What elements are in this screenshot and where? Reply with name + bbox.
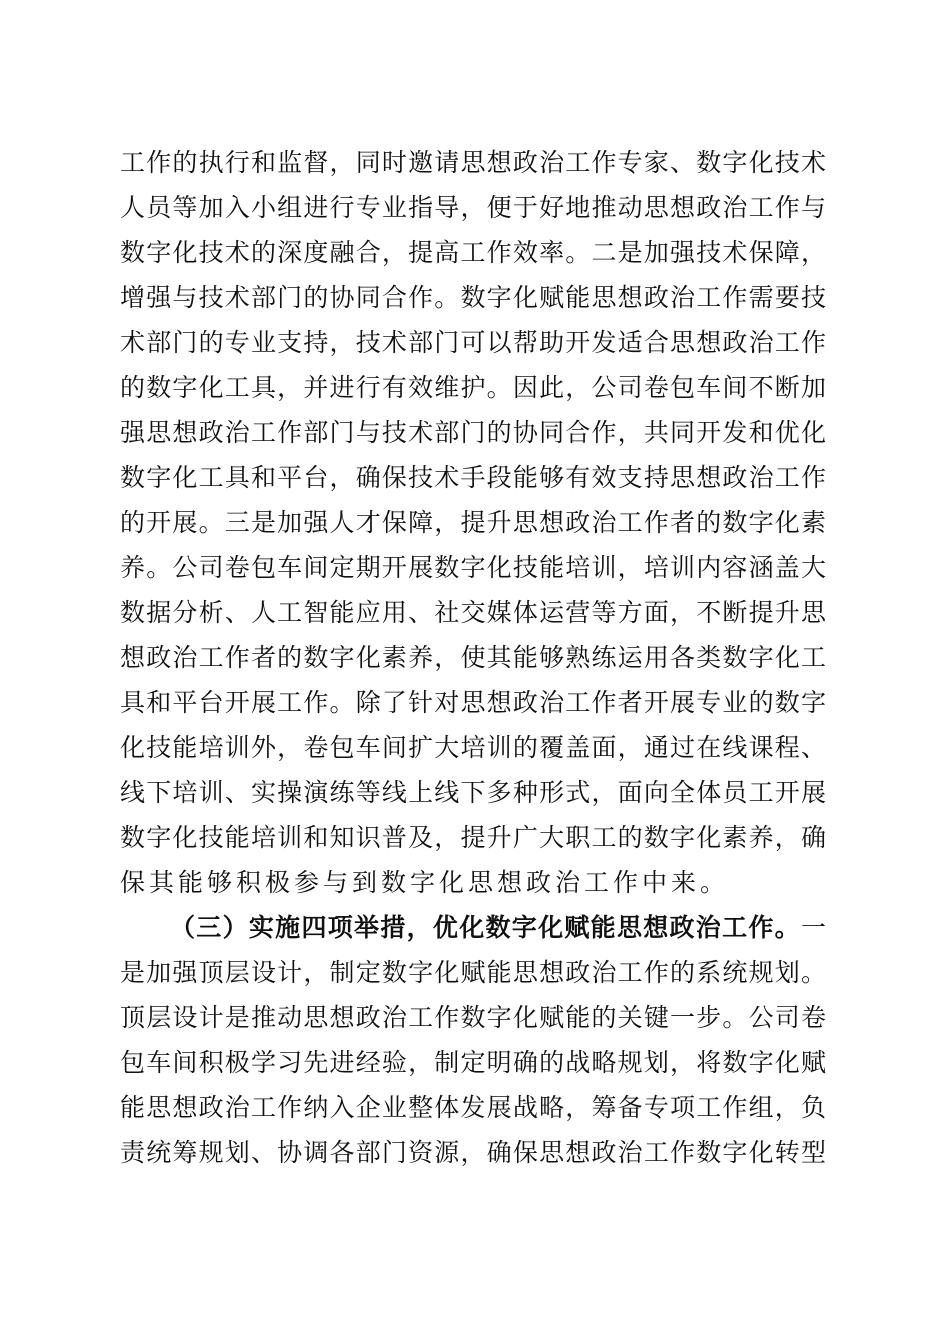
section-first-line-rest: 一 [800,913,826,942]
text-line-6: 的数字化工具，并进行有效维护。因此，公司卷包车间不断加 [120,373,826,402]
section-line-6: 责统筹规划、协调各部门资源，确保思想政治工作数字化转型 [120,1138,826,1167]
text-line-8: 数字化工具和平台，确保技术手段能够有效支持思想政治工作 [120,463,826,492]
text-line-9: 的开展。三是加强人才保障，提升思想政治工作者的数字化素 [120,508,826,537]
text-line-1: 工作的执行和监督，同时邀请思想政治工作专家、数字化技术 [120,148,826,177]
text-line-5: 术部门的专业支持，技术部门可以帮助开发适合思想政治工作 [120,328,826,357]
text-line-15: 线下培训、实操演练等线上线下多种形式，面向全体员工开展 [120,778,826,807]
text-line-7: 强思想政治工作部门与技术部门的协同合作，共同开发和优化 [120,418,826,447]
text-line-11: 数据分析、人工智能应用、社交媒体运营等方面，不断提升思 [120,598,826,627]
text-line-13: 具和平台开展工作。除了针对思想政治工作者开展专业的数字 [120,688,826,717]
section-line-4: 包车间积极学习先进经验，制定明确的战略规划，将数字化赋 [120,1048,826,1077]
text-line-10: 养。公司卷包车间定期开展数字化技能培训，培训内容涵盖大 [120,553,826,582]
text-line-16: 数字化技能培训和知识普及，提升广大职工的数字化素养，确 [120,823,826,852]
text-line-12: 想政治工作者的数字化素养，使其能够熟练运用各类数字化工 [120,643,826,672]
section-heading: （三）实施四项举措，优化数字化赋能思想政治工作。 [170,913,801,942]
text-line-3: 数字化技术的深度融合，提高工作效率。二是加强技术保障， [120,238,826,267]
section-line-5: 能思想政治工作纳入企业整体发展战略，筹备专项工作组，负 [120,1093,826,1122]
text-line-14: 化技能培训外，卷包车间扩大培训的覆盖面，通过在线课程、 [120,733,826,762]
text-line-17: 保其能够积极参与到数字化思想政治工作中来。 [120,868,730,897]
section-line-3: 顶层设计是推动思想政治工作数字化赋能的关键一步。公司卷 [120,1003,826,1032]
text-line-2: 人员等加入小组进行专业指导，便于好地推动思想政治工作与 [120,193,826,222]
section-line-2: 是加强顶层设计，制定数字化赋能思想政治工作的系统规划。 [120,958,826,987]
section-first-line [170,910,826,946]
text-line-4: 增强与技术部门的协同合作。数字化赋能思想政治工作需要技 [120,283,826,312]
